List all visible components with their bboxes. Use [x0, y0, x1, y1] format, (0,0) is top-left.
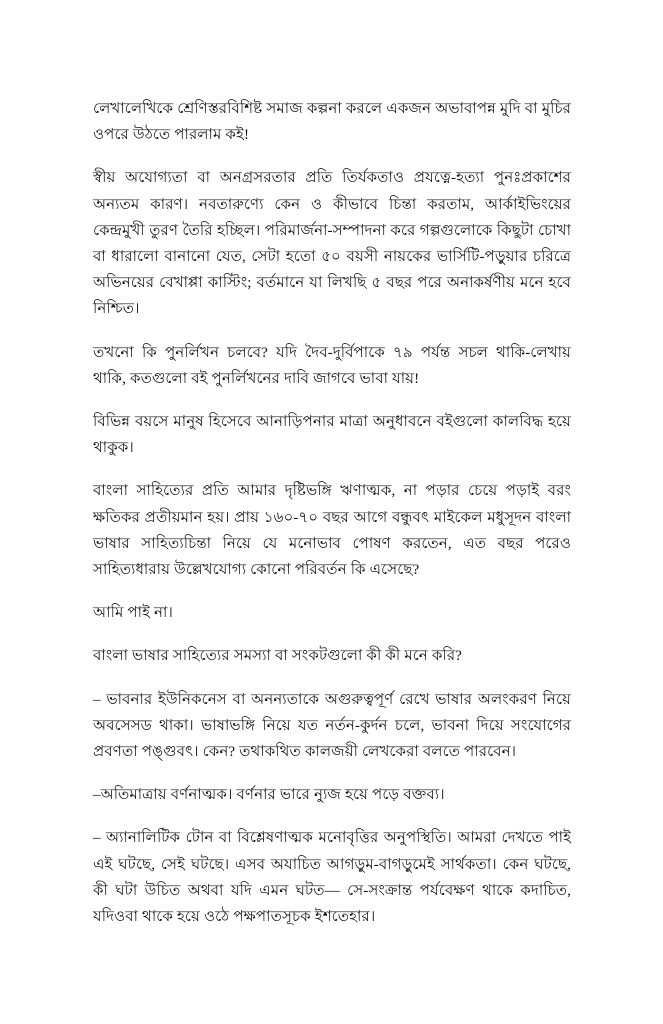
paragraph-10: – অ্যানালিটিক টোন বা বিশ্লেষণাত্মক মনোবৃত্তির অনুপস্থিতি। আমরা দেখতে পাই এই ঘটছে, সেই ঘটছে। এসব অযাচিত আগড়ুম-বাগড়ুমেই সার্থকতা। কেন ঘটছে, কী ঘটা উচিত অথবা যদি এমন ঘটত— সে-সংক্রান্ত পর্যবেক্ষণ থাকে কদাচিত, যদিওবা থাকে হয়ে ওঠে পক্ষপাতসূচক ইশতেহার।: [93, 830, 571, 926]
paragraph-2: স্বীয় অযোগ্যতা বা অনগ্রসরতার প্রতি তির্যকতাও প্রযত্নে-হত্যা পুনঃপ্রকাশের অন্যতম কারণ। নবতারুণ্যে কেন ও কীভাবে চিন্তা করতাম, আর্কাইভিংয়ের কেন্দ্রমুখী তুরণ তৈরি হচ্ছিল। পরিমার্জনা-সম্পাদনা করে গল্পগুলোকে কিছুটা চোখা বা ধারালো বানানো যেত, সেটা হতো ৫০ বয়সী নায়কের ভার্সিটি-পড়ুয়ার চরিত্রে অভিনয়ের বেখাপ্পা কাস্টিং; বর্তমানে যা লিখছি ৫ বছর পরে অনাকর্ষণীয় মনে হবে নিশ্চিত।: [93, 170, 571, 318]
paragraph-7: বাংলা ভাষার সাহিত্যের সমস্যা বা সংকটগুলো কী কী মনে করি?: [93, 648, 462, 665]
paragraph-8: – ভাবনার ইউনিকনেস বা অনন্যতাকে অগুরুত্বপূর্ণ রেখে ভাষার অলংকরণ নিয়ে অবসেসড থাকা। ভাষাভঙ্গি নিয়ে যত নর্তন-কুর্দন চলে, ভাবনা দিয়ে সংযোগের প্রবণতা পঙ্গুবৎ। কেন? তথাকথিত কালজয়ী লেখকেরা বলতে পারবেন।: [93, 691, 571, 761]
paragraph-4: বিভিন্ন বয়সে মানুষ হিসেবে আনাড়িপনার মাত্রা অনুধাবনে বইগুলো কালবিদ্ধ হয়ে থাকুক।: [93, 414, 571, 457]
paragraph-9: –অতিমাত্রায় বর্ণনাত্মক। বর্ণনার ভারে ন্যুজ হয়ে পড়ে বক্তব্য।: [93, 787, 445, 804]
paragraph-3: তখনো কি পুনর্লিখন চলবে? যদি দৈব-দুর্বিপাকে ৭৯ পর্যন্ত সচল থাকি-লেখায় থাকি, কতগুলো বই পুনর্লিখনের দাবি জাগবে ভাবা যায়!: [93, 344, 571, 387]
body-text-column: [93, 96, 571, 930]
paragraph-6: আমি পাই না।: [93, 605, 173, 622]
paragraph-5: বাংলা সাহিত্যের প্রতি আমার দৃষ্টিভঙ্গি ঋণাত্মক, না পড়ার চেয়ে পড়াই বরং ক্ষতিকর প্রতীয়মান হয়। প্রায় ১৬০-৭০ বছর আগে বন্ধুবৎ মাইকেল মধুসূদন বাংলা ভাষার সাহিত্যচিন্তা নিয়ে যে মনোভাব পোষণ করতেন, এত বছর পরেও সাহিত্যধারায় উল্লেখযোগ্য কোনো পরিবর্তন কি এসেছে?: [93, 483, 571, 579]
paragraph-1: লেখালেখিকে শ্রেণিস্তরবিশিষ্ট সমাজ কল্পনা করলে একজন অভাবাপন্ন মুদি বা মুচির ওপরে উঠতে পারলাম কই!: [93, 101, 571, 144]
